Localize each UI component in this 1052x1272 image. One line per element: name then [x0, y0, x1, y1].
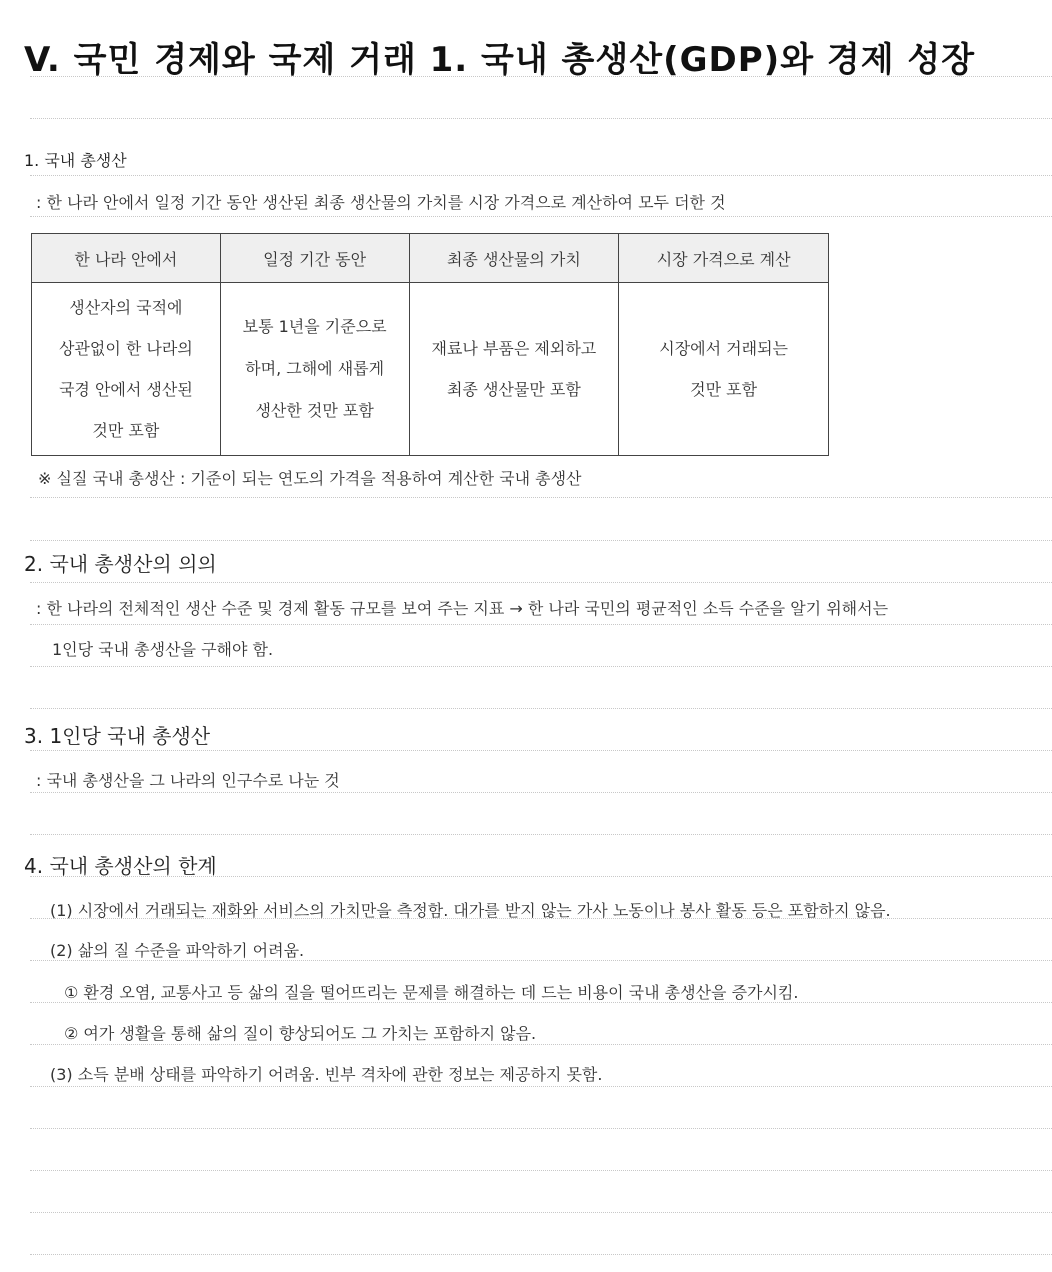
limit-item: (2) 삶의 질 수준을 파악하기 어려움.	[50, 941, 305, 960]
cell-line: 생산한 것만 포함	[255, 401, 374, 420]
section-2-line-1: : 한 나라의 전체적인 생산 수준 및 경제 활동 규모를 보여 주는 지표 → 한 나라 국민의 평균적인 소득 수준을 알기 위해서는	[36, 599, 889, 618]
page-title: V. 국민 경제와 국제 거래 1. 국내 총생산(GDP)와 경제 성장	[24, 40, 976, 80]
table-header: 시장 가격으로 계산	[619, 234, 829, 283]
rule-line	[30, 624, 1052, 625]
cell-line: 것만 포함	[690, 380, 758, 399]
section-1-definition: : 한 나라 안에서 일정 기간 동안 생산된 최종 생산물의 가치를 시장 가격으로 계산하여 모두 더한 것	[36, 193, 726, 212]
rule-line	[30, 216, 1052, 217]
rule-line	[30, 750, 1052, 751]
section-3-heading: 3. 1인당 국내 총생산	[24, 724, 211, 748]
section-1-heading: 1. 국내 총생산	[24, 151, 127, 170]
cell-line: 시장에서 거래되는	[659, 339, 788, 358]
rule-line	[30, 1254, 1052, 1255]
rule-line	[30, 497, 1052, 498]
table-header: 한 나라 안에서	[32, 234, 221, 283]
rule-line	[30, 708, 1052, 709]
rule-line	[30, 792, 1052, 793]
section-3-line-1: : 국내 총생산을 그 나라의 인구수로 나눈 것	[36, 771, 340, 790]
rule-line	[30, 1170, 1052, 1171]
rule-line	[30, 582, 1052, 583]
gdp-definition-table	[31, 233, 829, 456]
section-2-heading: 2. 국내 총생산의 의의	[24, 552, 217, 576]
rule-line	[30, 175, 1052, 176]
table-header: 일정 기간 동안	[220, 234, 409, 283]
table-cell	[619, 283, 829, 456]
table-cell	[32, 283, 221, 456]
limit-item: (3) 소득 분배 상태를 파악하기 어려움. 빈부 격차에 관한 정보는 제공하지 못함.	[50, 1065, 603, 1084]
rule-line	[30, 540, 1052, 541]
limit-sub-item: ② 여가 생활을 통해 삶의 질이 향상되어도 그 가치는 포함하지 않음.	[64, 1024, 537, 1043]
limit-sub-item: ① 환경 오염, 교통사고 등 삶의 질을 떨어뜨리는 문제를 해결하는 데 드는 비용이 국내 총생산을 증가시킴.	[64, 983, 799, 1002]
cell-line: 것만 포함	[92, 421, 160, 440]
cell-line: 재료나 부품은 제외하고	[431, 339, 597, 358]
real-gdp-note: ※ 실질 국내 총생산 : 기준이 되는 연도의 가격을 적용하여 계산한 국내 총생산	[38, 469, 582, 488]
cell-line: 보통 1년을 기준으로	[242, 317, 387, 336]
cell-line: 하며, 그해에 새롭게	[245, 359, 385, 378]
cell-line: 생산자의 국적에	[69, 298, 183, 317]
rule-line	[30, 1128, 1052, 1129]
cell-line: 국경 안에서 생산된	[58, 380, 193, 399]
rule-line	[30, 1044, 1052, 1045]
rule-line	[30, 1212, 1052, 1213]
rule-line	[30, 118, 1052, 119]
cell-line: 최종 생산물만 포함	[446, 380, 581, 399]
section-4-heading: 4. 국내 총생산의 한계	[24, 854, 217, 878]
rule-line	[30, 666, 1052, 667]
table-header: 최종 생산물의 가치	[409, 234, 619, 283]
section-2-line-2: 1인당 국내 총생산을 구해야 함.	[52, 640, 274, 659]
table-cell	[409, 283, 619, 456]
cell-line: 상관없이 한 나라의	[58, 339, 193, 358]
table-cell	[220, 283, 409, 456]
rule-line	[30, 1086, 1052, 1087]
rule-line	[30, 834, 1052, 835]
limit-item: (1) 시장에서 거래되는 재화와 서비스의 가치만을 측정함. 대가를 받지 않는 가사 노동이나 봉사 활동 등은 포함하지 않음.	[50, 901, 891, 920]
